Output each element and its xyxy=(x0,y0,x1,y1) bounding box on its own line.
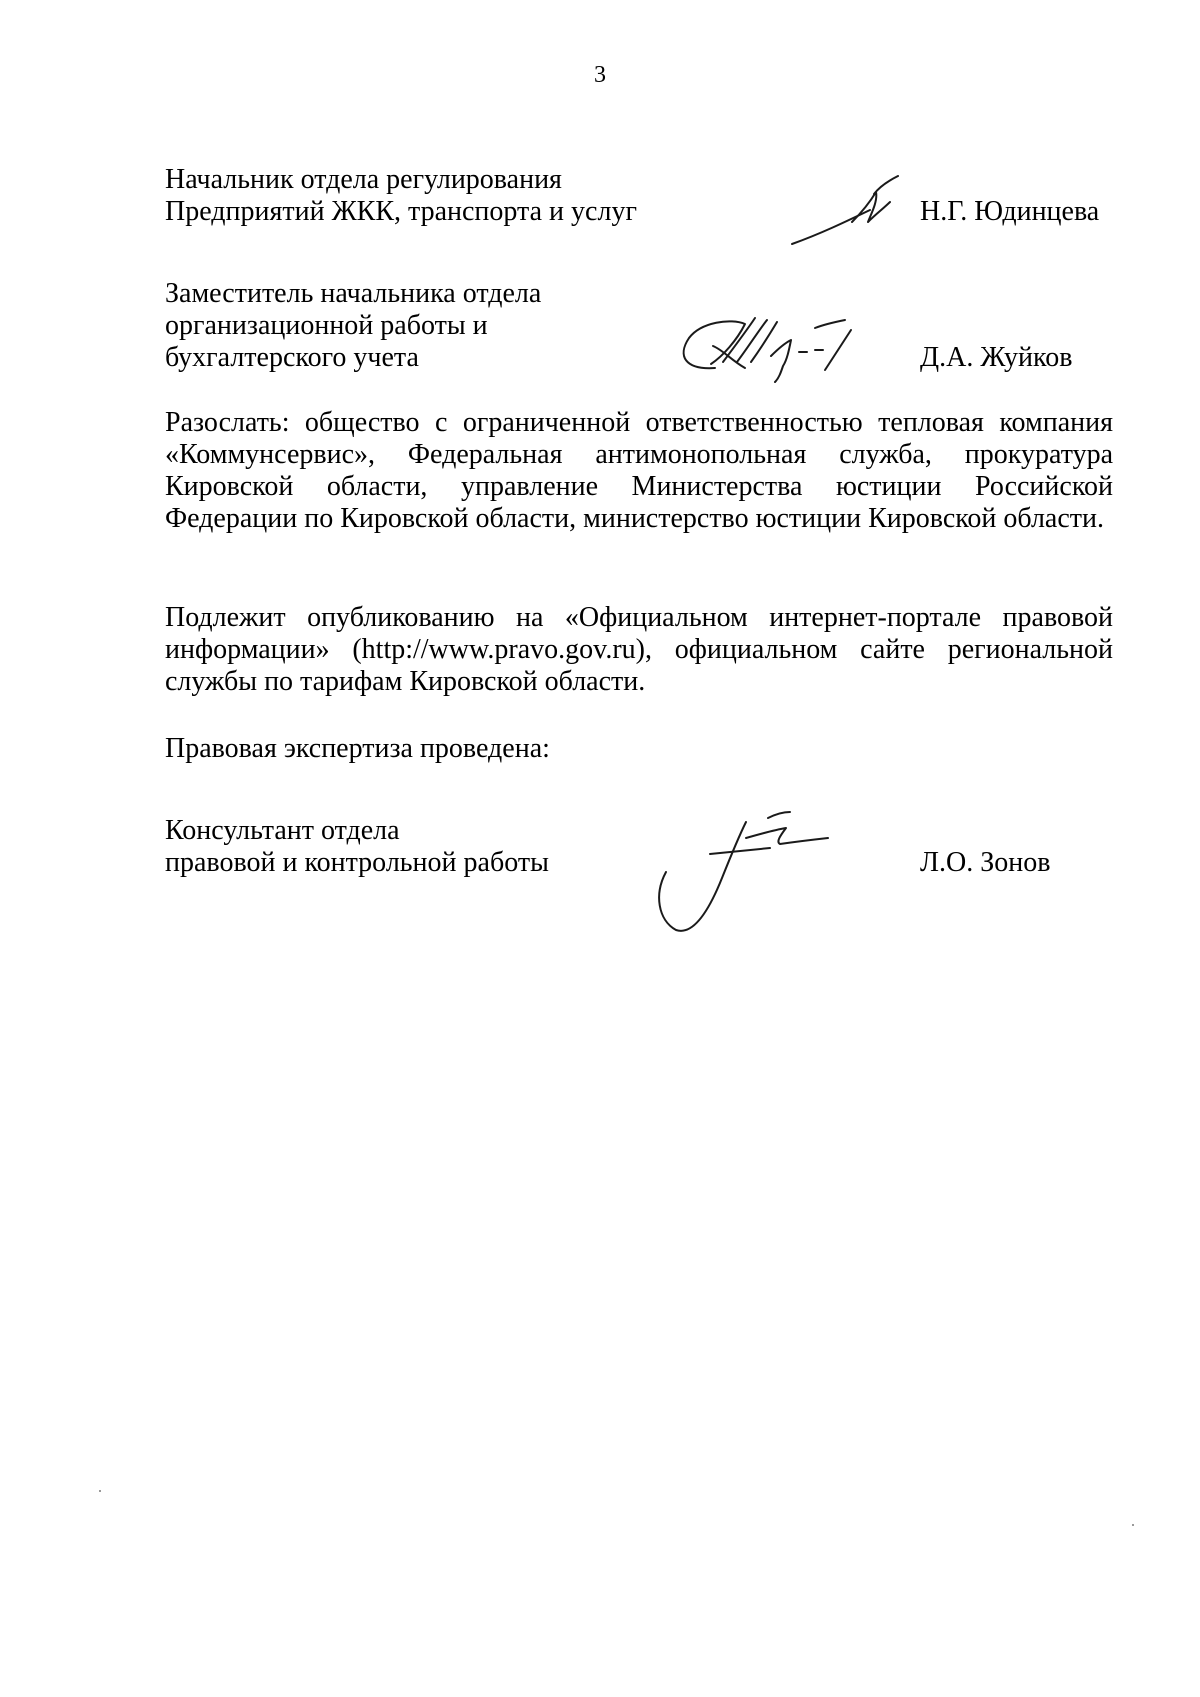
signature-2 xyxy=(675,310,920,390)
reviewer-position-line-1: Консультант отдела xyxy=(165,815,400,846)
signatory-1-name: Н.Г. Юдинцева xyxy=(920,196,1100,227)
signatory-2-position-line-3: бухгалтерского учета xyxy=(165,342,419,373)
signatory-1-position-line-1: Начальник отдела регулирования xyxy=(165,164,562,195)
scan-speck xyxy=(1132,1524,1134,1526)
signature-1 xyxy=(790,172,905,252)
page-number: 3 xyxy=(594,62,606,88)
signatory-2-position-line-2: организационной работы и xyxy=(165,310,488,341)
reviewer-position-line-2: правовой и контрольной работы xyxy=(165,847,549,878)
signatory-2-position-line-1: Заместитель начальника отдела xyxy=(165,278,542,309)
distribution-paragraph: Разослать: общество с ограниченной ответственностью тепловая компания «Коммунсервис», Федеральная антимонопольная служба, прокуратура Кировской области, управление Министерства юстиции Российской Федерации по Кировской области, министерство юстиции Кировской области. xyxy=(165,407,1113,534)
signatory-2-name: Д.А. Жуйков xyxy=(920,342,1073,373)
signatory-1-position-line-2: Предприятий ЖКК, транспорта и услуг xyxy=(165,196,637,227)
signature-3 xyxy=(650,808,840,938)
publication-paragraph: Подлежит опубликованию на «Официальном интернет-портале правовой информации» (http://www.pravo.gov.ru), официальном сайте региональной службы по тарифам Кировской области. xyxy=(165,602,1113,697)
scan-speck xyxy=(99,1490,101,1492)
legal-review-heading: Правовая экспертиза проведена: xyxy=(165,733,550,764)
reviewer-name: Л.О. Зонов xyxy=(920,847,1051,878)
